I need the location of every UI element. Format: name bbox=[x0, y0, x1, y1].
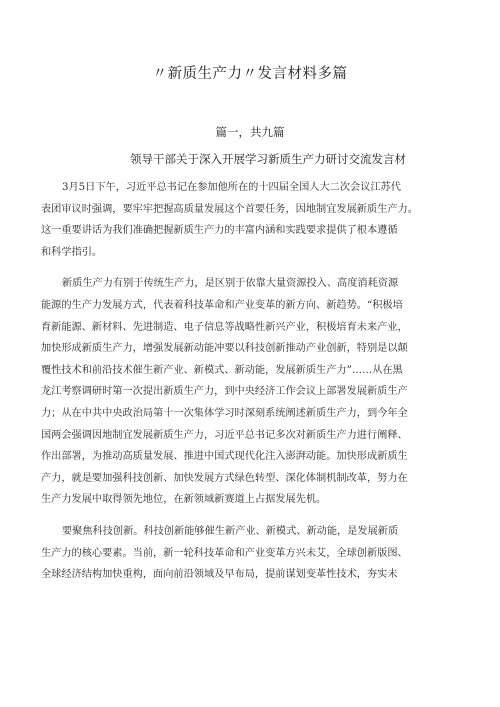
text-line: 产力，就是要加强科技创新、加快发展方式绿色转型、深化体制机制改革，努力在 bbox=[41, 472, 408, 484]
section-heading: 篇一，共九篇 bbox=[215, 125, 285, 139]
text-line: 力；从在中共中央政治局第十一次集体学习时深刻系统阐述新质生产力，到今年全 bbox=[41, 407, 408, 419]
text-line: 龙江考察调研时第一次提出新质生产力，到中央经济工作会议上部署发展新质生产 bbox=[41, 386, 408, 398]
text-line: 3月5日下午，习近平总书记在参加他所在的十四届全国人大二次会议江苏代 bbox=[62, 182, 401, 193]
text-line: 加快形成新质生产力，增强发展新动能冲要以科技创新推动产业创新，特别是以颠 bbox=[41, 343, 408, 355]
text-line: 全球经济结构加快重构，面向前沿领域及早布局，提前谋划变革性技术，夯实未 bbox=[41, 569, 398, 581]
body-text bbox=[41, 177, 466, 586]
text-line: 能源的生产力发展方式，代表着科技革命和产业变革的新方向、新趋势。“积极培 bbox=[41, 299, 403, 311]
text-line: 覆性技术和前沿技术催生新产业、新模式、新动能，发展新质生产力”……从在黑 bbox=[41, 364, 403, 376]
article-title: 领导干部关于深入开展学习新质生产力研讨交流发言材 bbox=[130, 152, 406, 166]
text-line: 育新能源、新材料、先进制造、电子信息等战略性新兴产业，积极培育未来产业， bbox=[41, 321, 408, 333]
paragraph-2 bbox=[41, 273, 466, 511]
paragraph-3 bbox=[41, 521, 466, 586]
text-line: 要聚焦科技创新。科技创新能够催生新产业、新模式、新动能，是发展新质 bbox=[62, 525, 399, 537]
text-line: 表团审议时强调，要牢牢把握高质量发展这个首要任务，因地制宜发展新质生产力。 bbox=[41, 203, 418, 215]
text-line: 生产力的核心要素。当前，新一轮科技革命和产业变革方兴未艾，全球创新版图、 bbox=[41, 547, 408, 559]
text-line: 和科学指引。 bbox=[41, 246, 103, 258]
paragraph-1 bbox=[41, 177, 466, 263]
document-title: 〃新质生产力〃发言材料多篇 bbox=[152, 66, 348, 82]
text-line: 作出部署，为推动高质量发展、推进中国式现代化注入澎湃动能。加快形成新质生 bbox=[41, 451, 408, 463]
text-line: 新质生产力有别于传统生产力，是区别于依靠大量资源投入、高度消耗资源 bbox=[62, 278, 399, 290]
text-line: 国两会强调因地制宜发展新质生产力，习近平总书记多次对新质生产力进行阐释、 bbox=[41, 429, 408, 441]
text-line: 这一重要讲话为我们准确把握新质生产力的丰富内涵和实践要求提供了根本遵循 bbox=[41, 225, 398, 237]
text-line: 生产力发展中取得领先地位，在新领域新赛道上占据发展先机。 bbox=[41, 494, 327, 506]
